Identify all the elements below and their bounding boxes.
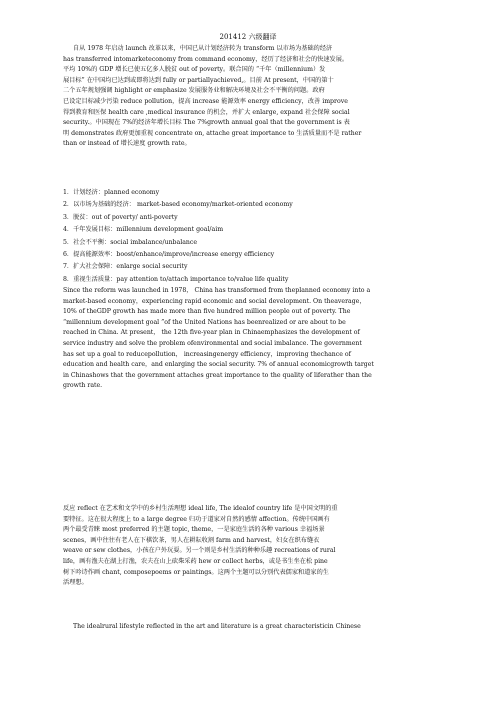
text-line: service industry and solve the problem ofenvironmental and social imbalance. The government [63,339,362,347]
text-line: scenes，画中往往有老人在下棋饮茶，男人在耕耘收割 farm and harvest，妇女在织布缝衣 [63,536,320,544]
english-translation-paragraph-2 [63,622,435,633]
chinese-passage-paragraph [63,44,435,150]
text-line: 两个最受青睐 most preferred 的主题 topic, theme，一是家庭生活的各种 various 幸福场景 [63,526,325,534]
text-line: 树下吟诗作画 chant, composepoems or paintings。这两个主题可以分别代表儒家和道家的生 [63,568,329,576]
text-line: growth rate. [63,382,103,390]
text-line: 10% of theGDP growth has made more than five hundred million people out of poverty. The [63,308,351,316]
list-item: 4．千年发展目标：millennium development goal/aim [63,226,224,234]
text-line: Since the reform was launched in 1978， China has transformed from theplanned economy into a [63,287,371,294]
list-item: 5．社会不平衡：social imbalance/unbalance [63,238,197,246]
text-line: 平均 10%的 GDP 增长已使五亿多人脱贫 out of poverty。联合国的 “千年（millennium）发 [63,66,326,74]
list-item: 2．以市场为基础的经济： market-based economy/market-oriented economy [63,201,293,209]
text-line: 得到教育和医保 health care ,medical insurance 的机会，并扩大 enlarge, expand 社会保障 social [63,108,350,116]
text-line: 二个五年规划强调 highlight or emphasize 发展服务业和解决环境及社会不平衡的问题。政府 [63,87,325,95]
page-title: 201412 六级翻译 [219,33,277,41]
list-item: 7．扩大社会保障：enlarge social security [63,263,188,271]
text-line: 反应 reflect 在艺术和文学中的乡村生活理想 ideal life, The idealof country life 是中国文明的重 [63,505,338,512]
text-line: The idealrural lifestyle reflected in the art and literature is a great characteristicin Chinese [73,623,361,630]
chinese-passage-paragraph-2 [63,504,435,589]
text-line: 活理想。 [63,579,88,587]
list-item: 6．提高能源效率：boost/enhance/improve/increase energy efficiency [63,251,275,259]
list-item: 1．计划经济：planned economy [63,189,160,196]
text-line: education and health care，and enlarging the social security. 7% of annual economicgrowth target [63,361,374,369]
list-item: 3．脱贫：out of poverty/ anti-poverty [63,213,178,221]
text-line: reached in China. At present， the 12th five-year plan in Chinaemphasizes the development of [63,329,360,337]
text-line: weave or sew clothes，小孩在户外玩耍。另一个则是乡村生活的种种乐趣 recreations of rural [63,547,336,555]
text-line: 自从 1978 年启动 launch 改革以来，中国已从计划经济转为 transform 以市场为基础的经济 [73,45,333,52]
text-line: 已设定目标减少污染 reduce pollution，提高 increase 能源效率 energy efficiency，改善 improve [63,97,348,105]
text-line: life，画有渔夫在湖上打渔，农夫在山上砍柴采药 hew or collect herbs，或是书生坐在松 pine [63,557,328,565]
text-line: has set up a goal to reducepollution， increasingenergy efficiency，improving thechance of [63,350,351,358]
text-line: 展目标” 在中国均已达到或即将达到 fully or partiallyachieved,。目前 At present，中国的第十 [63,76,334,84]
vocabulary-list [63,187,435,286]
list-item: 8．重视生活质量：pay attention to/attach importance to/value life quality [63,275,289,283]
text-line: security.。中国现在 7%的经济年增长目标 The 7%growth annual goal that the government is 表 [63,119,350,127]
text-line: 要特征。这在很大程度上 to a large degree 归功于道家对自然的感情 affection。传统中国画有 [63,515,330,523]
english-translation-paragraph [63,286,435,392]
text-line: “millennium development goal ”of the United Nations has beenrealized or are about to be [63,318,346,326]
text-line: 明 demonstrates 政府更加重视 concentrate on, attache great importance to 生活质量而不是 rather [63,129,362,137]
text-line: than or instead of 增长速度 growth rate。 [63,140,191,148]
text-line: in Chinashows that the government attaches great importance to the quality of liferather than the [63,371,372,379]
text-line: market-based economy，experiencing rapid economic and social development. On theaverage， [63,297,366,305]
text-line: has transferred intomarketeconomy from command economy，经历了经济和社会的快速发展。 [63,55,349,63]
